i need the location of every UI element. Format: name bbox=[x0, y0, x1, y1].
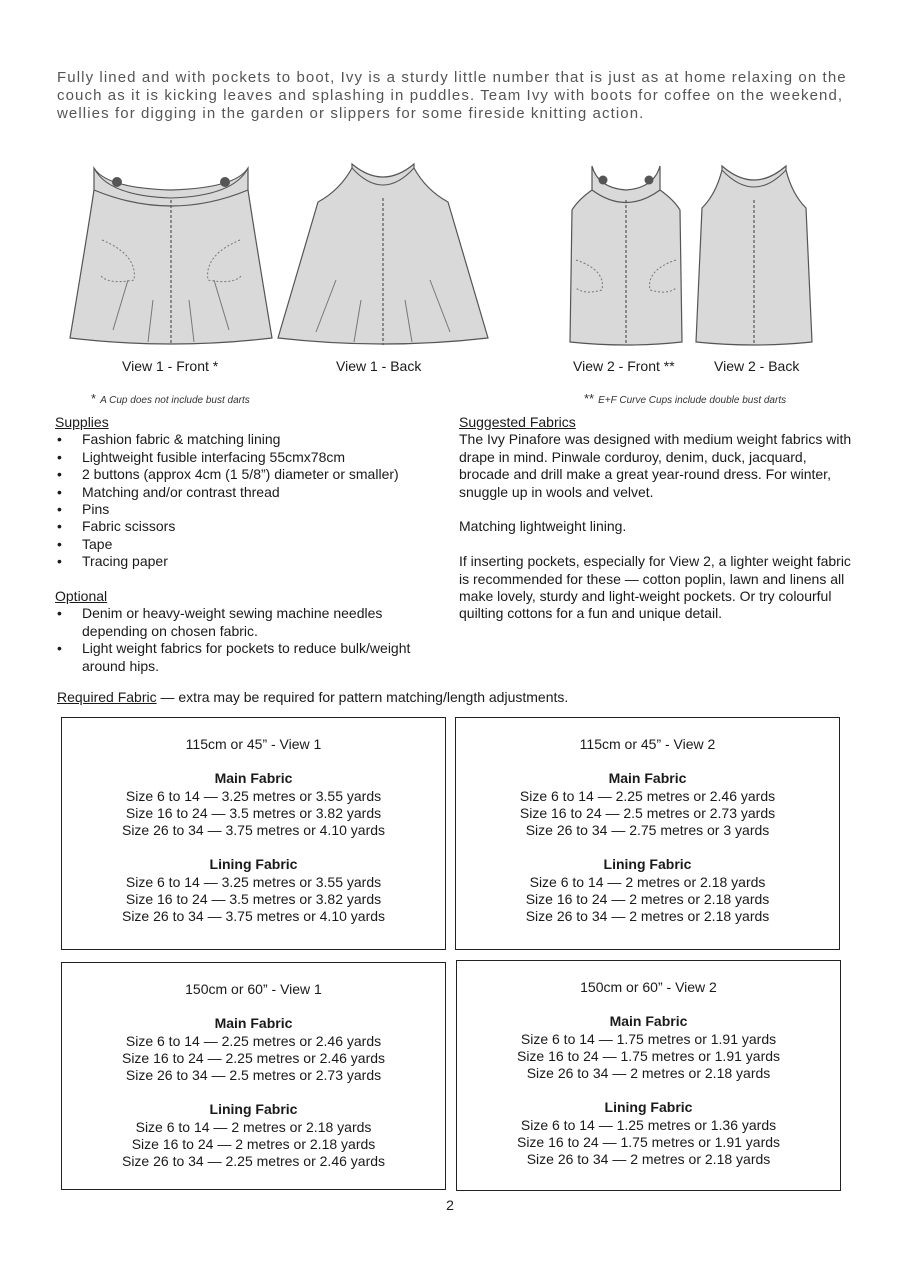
view2-front-label: View 2 - Front ** bbox=[573, 358, 675, 374]
required-fabric-note: — extra may be required for pattern matching/length adjustments. bbox=[156, 689, 569, 705]
fabrics-heading: Suggested Fabrics bbox=[459, 414, 576, 430]
list-item: • Lightweight fusible interfacing 55cmx78cm bbox=[55, 449, 440, 466]
size-line: Size 16 to 24 — 3.5 metres or 3.82 yards bbox=[125, 804, 382, 821]
list-item: • Fashion fabric & matching lining bbox=[55, 431, 440, 448]
main-fabric-heading: Main Fabric bbox=[608, 770, 687, 787]
supplies-column bbox=[55, 414, 440, 675]
list-item: • Tracing paper bbox=[55, 553, 440, 570]
size-line: Size 6 to 14 — 1.75 metres or 1.91 yards bbox=[520, 1030, 777, 1047]
note-asterisk: ** bbox=[584, 391, 595, 406]
size-line: Size 6 to 14 — 2 metres or 2.18 yards bbox=[135, 1118, 372, 1135]
view2-back-label: View 2 - Back bbox=[714, 358, 800, 374]
size-line: Size 6 to 14 — 3.25 metres or 3.55 yards bbox=[125, 873, 382, 890]
list-item: • Pins bbox=[55, 501, 440, 518]
size-line: Size 26 to 34 — 2.5 metres or 2.73 yards bbox=[125, 1067, 382, 1084]
intro-paragraph: Fully lined and with pockets to boot, Ivy is a sturdy little number that is just as at home relaxing on the couch as it is kicking leaves and splashing in puddles. Team Ivy with boots for coffee on the weekend, wellies for digging in the garden or slippers for some fireside knitting action. bbox=[57, 69, 847, 122]
list-item: • Matching and/or contrast thread bbox=[55, 484, 440, 501]
size-line: Size 16 to 24 — 1.75 metres or 1.91 yards bbox=[516, 1047, 781, 1064]
main-fabric-heading: Main Fabric bbox=[214, 1015, 293, 1032]
size-line: Size 6 to 14 — 2 metres or 2.18 yards bbox=[529, 873, 766, 890]
fabric-box-115-view1 bbox=[61, 717, 446, 950]
main-fabric-heading: Main Fabric bbox=[214, 770, 293, 787]
size-line: Size 26 to 34 — 2.25 metres or 2.46 yards bbox=[121, 1153, 386, 1170]
lining-fabric-heading: Lining Fabric bbox=[604, 1099, 693, 1116]
main-fabric-heading: Main Fabric bbox=[609, 1013, 688, 1030]
size-line: Size 6 to 14 — 1.25 metres or 1.36 yards bbox=[520, 1116, 777, 1133]
size-line: Size 26 to 34 — 2 metres or 2.18 yards bbox=[525, 908, 770, 925]
optional-heading: Optional bbox=[55, 588, 108, 605]
fabric-box-115-view2 bbox=[455, 717, 840, 950]
cup-note bbox=[91, 391, 250, 406]
box-title: 150cm or 60” - View 1 bbox=[185, 981, 322, 997]
list-item: • Light weight fabrics for pockets to reduce bulk/weight around hips. bbox=[55, 640, 415, 675]
supplies-heading: Supplies bbox=[55, 414, 109, 430]
page-number: 2 bbox=[446, 1197, 454, 1213]
note-asterisk: * bbox=[91, 391, 97, 406]
size-line: Size 6 to 14 — 2.25 metres or 2.46 yards bbox=[519, 787, 776, 804]
size-line: Size 26 to 34 — 3.75 metres or 4.10 yards bbox=[121, 822, 386, 839]
list-item: • Fabric scissors bbox=[55, 518, 440, 535]
size-line: Size 6 to 14 — 3.25 metres or 3.55 yards bbox=[125, 787, 382, 804]
fabrics-paragraph-3: If inserting pockets, especially for View 2, a lighter weight fabric is recommended for these — cotton poplin, lawn and linens all make lovely, sturdy and light-weight pockets. Or try colourful quilting cottons for a fun and unique detail. bbox=[459, 553, 851, 622]
size-line: Size 16 to 24 — 2 metres or 2.18 yards bbox=[525, 891, 770, 908]
view1-front-illustration bbox=[68, 160, 274, 350]
fabrics-paragraph-1: The Ivy Pinafore was designed with medium weight fabrics with drape in mind. Pinwale corduroy, denim, duck, jacquard, brocade and drill make a great year-round dress. For winter, snuggle up in wools and velvet. bbox=[459, 431, 852, 500]
box-title: 150cm or 60” - View 2 bbox=[580, 979, 717, 995]
curve-cup-note bbox=[584, 391, 786, 406]
view2-back-illustration bbox=[692, 160, 816, 348]
size-line: Size 16 to 24 — 2 metres or 2.18 yards bbox=[131, 1136, 376, 1153]
size-line: Size 6 to 14 — 2.25 metres or 2.46 yards bbox=[125, 1032, 382, 1049]
box-title: 115cm or 45” - View 2 bbox=[579, 736, 716, 752]
required-fabric-line bbox=[57, 689, 568, 705]
fabric-box-150-view1 bbox=[61, 962, 446, 1190]
fabrics-paragraph-2: Matching lightweight lining. bbox=[459, 518, 627, 535]
view2-front-illustration bbox=[566, 160, 686, 348]
required-fabric-label: Required Fabric bbox=[57, 689, 157, 705]
size-line: Size 16 to 24 — 3.5 metres or 3.82 yards bbox=[125, 891, 382, 908]
view1-back-label: View 1 - Back bbox=[336, 358, 422, 374]
box-title: 115cm or 45” - View 1 bbox=[185, 736, 322, 752]
fabrics-column bbox=[459, 414, 854, 640]
size-line: Size 16 to 24 — 2.5 metres or 2.73 yards bbox=[519, 804, 776, 821]
size-line: Size 16 to 24 — 1.75 metres or 1.91 yards bbox=[516, 1134, 781, 1151]
note-text: E+F Curve Cups include double bust darts bbox=[598, 395, 787, 406]
lining-fabric-heading: Lining Fabric bbox=[603, 856, 692, 873]
lining-fabric-heading: Lining Fabric bbox=[209, 856, 298, 873]
list-item: • 2 buttons (approx 4cm (1 5/8”) diameter or smaller) bbox=[55, 466, 440, 483]
size-line: Size 26 to 34 — 2 metres or 2.18 yards bbox=[526, 1151, 771, 1168]
note-text: A Cup does not include bust darts bbox=[100, 395, 250, 406]
lining-fabric-heading: Lining Fabric bbox=[209, 1101, 298, 1118]
size-line: Size 26 to 34 — 2.75 metres or 3 yards bbox=[525, 822, 770, 839]
list-item: • Tape bbox=[55, 536, 440, 553]
supplies-list bbox=[55, 431, 440, 570]
fabric-box-150-view2 bbox=[456, 960, 841, 1191]
list-item: • Denim or heavy-weight sewing machine needles depending on chosen fabric. bbox=[55, 605, 415, 640]
optional-list bbox=[55, 605, 415, 675]
size-line: Size 26 to 34 — 2 metres or 2.18 yards bbox=[526, 1065, 771, 1082]
view1-back-illustration bbox=[276, 160, 490, 350]
view1-front-label: View 1 - Front * bbox=[122, 358, 219, 374]
size-line: Size 16 to 24 — 2.25 metres or 2.46 yards bbox=[121, 1049, 386, 1066]
size-line: Size 26 to 34 — 3.75 metres or 4.10 yards bbox=[121, 908, 386, 925]
